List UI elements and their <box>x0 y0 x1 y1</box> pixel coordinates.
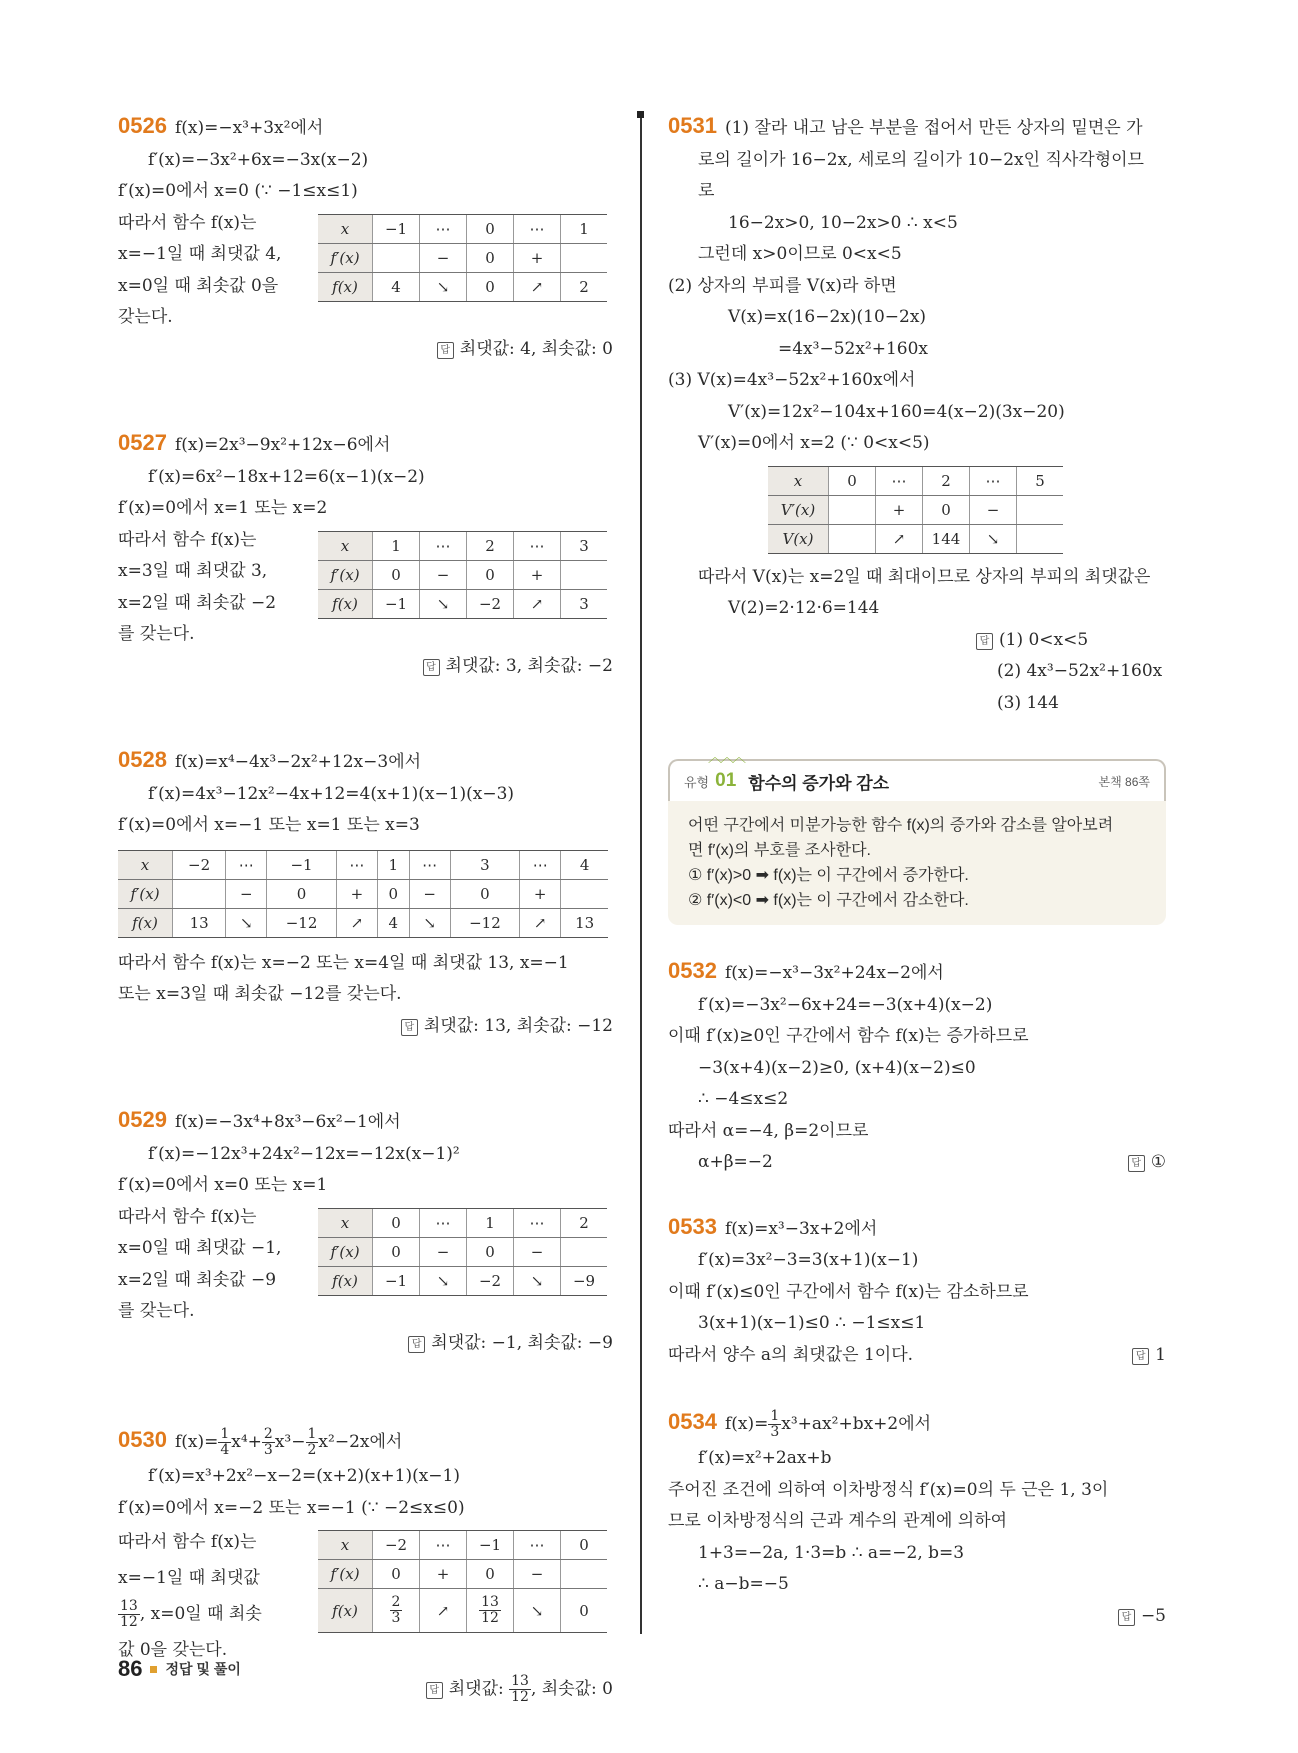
answer-line <box>118 1328 613 1360</box>
table-cell: ⋯ <box>420 214 467 243</box>
denominator: 3 <box>770 1424 780 1440</box>
table-cell: ⋯ <box>336 850 377 879</box>
equation-part: x⁴+ <box>231 1432 262 1452</box>
table-cell: x <box>318 1208 373 1237</box>
table-cell: + <box>420 1560 467 1589</box>
footer-label: 정답 및 풀이 <box>165 1661 241 1677</box>
answer-icon: 답 <box>423 659 440 676</box>
numerator: 1 <box>770 1408 780 1424</box>
text-line: 따라서 함수 f(x)는 x=−2 또는 x=4일 때 최댓값 13, x=−1 <box>118 952 569 973</box>
table-cell: ↗ <box>336 908 377 937</box>
table-cell: ⋯ <box>514 1208 561 1237</box>
answer-text: −5 <box>1140 1605 1166 1626</box>
concept-box-body <box>668 801 1166 925</box>
equation: f(x)=x⁴−4x³−2x²+12x−3에서 <box>174 752 422 772</box>
table-cell: f(x) <box>318 589 373 618</box>
table-cell: ⋯ <box>409 850 450 879</box>
equation: f(x)=2x³−9x²+12x−6에서 <box>174 435 391 455</box>
table-cell: ↘ <box>970 524 1017 553</box>
text-line: , x=0일 때 최솟 <box>139 1604 262 1624</box>
table-cell: 0 <box>467 560 514 589</box>
variation-table <box>768 466 1063 554</box>
text-line: 따라서 α=−4, β=2이므로 <box>668 1120 869 1141</box>
text-line: x=2일 때 최솟값 −9 <box>118 1269 277 1290</box>
table-cell: f(x) <box>318 1589 373 1633</box>
equation: f′(x)=0에서 x=0 또는 x=1 <box>118 1175 328 1195</box>
equation: f′(x)=−12x³+24x²−12x=−12x(x−1)² <box>148 1143 460 1164</box>
table-cell: 0 <box>450 879 520 908</box>
numerator: 2 <box>263 1426 273 1442</box>
answer-icon: 답 <box>1132 1348 1149 1365</box>
table-cell: ⋯ <box>420 1531 467 1560</box>
equation: −3(x+4)(x−2)≥0, (x+4)(x−2)≤0 <box>698 1057 976 1078</box>
left-column <box>118 110 613 1706</box>
table-cell: ↘ <box>514 1589 561 1633</box>
table-cell: 4 <box>561 850 608 879</box>
equation: f′(x)=0에서 x=−2 또는 x=−1 (∵ −2≤x≤0) <box>118 1497 465 1518</box>
equation-part: x³+ax²+bx+2에서 <box>781 1414 932 1434</box>
text-line: 따라서 V(x)는 x=2일 때 최대이므로 상자의 부피의 최댓값은 <box>698 566 1151 587</box>
variation-table <box>318 1208 607 1296</box>
equation: f′(x)=−3x²−6x+24=−3(x+4)(x−2) <box>698 994 993 1015</box>
answer-text: 최댓값: 3, 최솟값: −2 <box>445 655 613 676</box>
table-cell: 4 <box>373 272 420 301</box>
answer-text: 최댓값: −1, 최솟값: −9 <box>431 1332 613 1353</box>
concept-box <box>668 750 1166 925</box>
page-reference: 본책 86쪽 <box>1098 774 1150 789</box>
equation: =4x³−52x²+160x <box>778 338 929 359</box>
table-cell: 3 <box>450 850 520 879</box>
table-cell: − <box>514 1237 561 1266</box>
page-footer <box>118 1656 241 1682</box>
text-line: (3) V(x)=4x³−52x²+160x에서 <box>668 370 916 390</box>
table-cell: f(x) <box>318 1266 373 1295</box>
table-cell: 0 <box>467 243 514 272</box>
text-line: 를 갖는다. <box>118 1301 195 1321</box>
table-cell: 0 <box>923 495 970 524</box>
answer-icon: 답 <box>1118 1609 1135 1626</box>
denominator: 3 <box>263 1442 273 1458</box>
table-cell: − <box>226 879 267 908</box>
table-cell: 0 <box>467 1237 514 1266</box>
problem-0526 <box>118 110 613 365</box>
text-line: 므로 이차방정식의 근과 계수의 관계에 의하여 <box>668 1511 1008 1531</box>
problem-0527 <box>118 427 613 682</box>
equation: V′(x)=12x²−104x+160=4(x−2)(3x−20) <box>728 401 1065 422</box>
problem-0533 <box>668 1211 1166 1372</box>
table-cell: x <box>318 1531 373 1560</box>
equation: 1+3=−2a, 1·3=b ∴ a=−2, b=3 <box>698 1542 965 1563</box>
text-line: 갖는다. <box>118 307 173 327</box>
table-cell <box>1017 524 1064 553</box>
answer-text: (2) 4x³−52x²+160x <box>997 661 1163 681</box>
fraction <box>218 1427 231 1458</box>
problem-0534 <box>668 1403 1166 1632</box>
column-divider <box>640 112 642 1634</box>
table-cell: + <box>876 495 923 524</box>
problem-0531 <box>668 110 1166 719</box>
table-cell: ↘ <box>226 908 267 937</box>
equation: f(x)=−x³−3x²+24x−2에서 <box>724 963 944 983</box>
equation: f(x)=−3x⁴+8x³−6x²−1에서 <box>174 1112 401 1132</box>
problem-0528 <box>118 744 613 1042</box>
denominator: 12 <box>511 1689 529 1705</box>
type-number: 01 <box>715 770 737 791</box>
fraction: $\frac{2}{3}$ <box>391 1594 401 1626</box>
table-cell: −2 <box>467 1266 514 1295</box>
table-cell: 0 <box>373 560 420 589</box>
table-cell: 2 <box>561 272 608 301</box>
problem-number: 0531 <box>668 113 717 138</box>
equation: f′(x)=6x²−18x+12=6(x−1)(x−2) <box>148 466 425 487</box>
table-cell: x <box>118 850 173 879</box>
fraction <box>118 1599 140 1630</box>
right-column <box>668 110 1166 1632</box>
fraction <box>262 1427 275 1458</box>
answer-text: (1) 0<x<5 <box>999 629 1089 650</box>
table-cell: −2 <box>173 850 226 879</box>
text-line: x=0일 때 최솟값 0을 <box>118 275 279 296</box>
table-cell: ↘ <box>420 272 467 301</box>
table-cell: 1 <box>377 850 409 879</box>
table-cell: 1 <box>467 1208 514 1237</box>
table-cell: 1 <box>561 214 608 243</box>
table-cell: 0 <box>561 1589 608 1633</box>
answer-icon: 답 <box>1128 1155 1145 1172</box>
equation: f′(x)=4x³−12x²−4x+12=4(x+1)(x−1)(x−3) <box>148 783 515 804</box>
answer-text: 최댓값: 4, 최솟값: 0 <box>459 338 613 359</box>
equation: f′(x)=3x²−3=3(x+1)(x−1) <box>698 1250 919 1270</box>
table-cell: ⋯ <box>514 531 561 560</box>
problem-number: 0529 <box>118 1107 167 1132</box>
table-cell: ↗ <box>514 272 561 301</box>
table-cell: V′(x) <box>768 495 829 524</box>
table-cell <box>173 879 226 908</box>
table-cell: ⋯ <box>226 850 267 879</box>
variation-table <box>318 531 607 619</box>
table-cell: ↗ <box>520 908 561 937</box>
table-cell <box>561 1560 608 1589</box>
equation: V(x)=x(16−2x)(10−2x) <box>728 307 927 327</box>
table-cell: f(x) <box>318 272 373 301</box>
table-cell: 2 <box>923 466 970 495</box>
answer-line <box>1132 1340 1166 1372</box>
table-cell: ⋯ <box>514 214 561 243</box>
table-cell: x <box>318 214 373 243</box>
answer-icon: 답 <box>426 1682 443 1699</box>
text-line: x=3일 때 최댓값 3, <box>118 561 268 581</box>
text-line: 또는 x=3일 때 최솟값 −12를 갖는다. <box>118 984 402 1004</box>
problem-0529 <box>118 1104 613 1359</box>
table-cell: + <box>520 879 561 908</box>
equation: ∴ a−b=−5 <box>698 1574 789 1594</box>
text-line: 따라서 양수 a의 최댓값은 1이다. <box>668 1344 914 1365</box>
table-cell: − <box>420 243 467 272</box>
text-line: x=−1일 때 최댓값 4, <box>118 244 282 264</box>
answer-icon: 답 <box>401 1019 418 1036</box>
table-cell: 0 <box>561 1531 608 1560</box>
answer-line <box>668 1601 1166 1633</box>
table-cell: ↘ <box>420 1266 467 1295</box>
variation-table <box>318 214 607 302</box>
table-cell: + <box>336 879 377 908</box>
table-cell: 13 <box>561 908 608 937</box>
text-line: (1) 잘라 내고 남은 부분을 접어서 만든 상자의 밑면은 가 <box>724 118 1143 138</box>
text-line: 로의 길이가 16−2x, 세로의 길이가 10−2x인 직사각형이므 <box>698 149 1144 170</box>
table-cell: 0 <box>467 214 514 243</box>
text-line: 이때 f′(x)≤0인 구간에서 함수 f(x)는 감소하므로 <box>668 1281 1029 1302</box>
answer-line <box>118 1011 613 1043</box>
answer-text: ① <box>1150 1152 1166 1172</box>
page-number: 86 <box>118 1656 143 1681</box>
table-cell: V(x) <box>768 524 829 553</box>
equation-part: x²−2x에서 <box>318 1432 403 1452</box>
table-cell: −2 <box>373 1531 420 1560</box>
table-cell <box>561 1237 608 1266</box>
table-cell: −12 <box>450 908 520 937</box>
equation: V′(x)=0에서 x=2 (∵ 0<x<5) <box>698 433 930 453</box>
table-cell: 2 <box>467 531 514 560</box>
problem-number: 0528 <box>118 747 167 772</box>
numerator: 1 <box>307 1426 317 1442</box>
problem-number: 0534 <box>668 1409 717 1434</box>
numerator: 13 <box>511 1673 529 1689</box>
text-line: x=2일 때 최솟값 −2 <box>118 592 277 613</box>
variation-table <box>118 850 608 938</box>
table-cell: 2 <box>561 1208 608 1237</box>
table-cell: 13 <box>173 908 226 937</box>
footer-bullet <box>150 1666 157 1673</box>
table-cell: −1 <box>373 1266 420 1295</box>
fraction <box>306 1427 319 1458</box>
problem-number: 0526 <box>118 113 167 138</box>
table-cell: 0 <box>467 1560 514 1589</box>
table-cell: 0 <box>377 879 409 908</box>
table-cell: ⋯ <box>420 1208 467 1237</box>
numerator: 13 <box>120 1598 138 1614</box>
equation: α+β=−2 <box>698 1152 773 1172</box>
text-line: x=−1일 때 최댓값 <box>118 1568 260 1588</box>
answer-block <box>668 625 1166 720</box>
fraction: $\frac{13}{12}$ <box>481 1594 499 1626</box>
table-cell: 3 <box>561 531 608 560</box>
table-cell: 0 <box>467 272 514 301</box>
text-line: 따라서 함수 f(x)는 <box>118 212 257 233</box>
table-cell <box>829 524 876 553</box>
answer-text: 최댓값: 13, 최솟값: −12 <box>423 1015 613 1036</box>
equation: f′(x)=0에서 x=−1 또는 x=1 또는 x=3 <box>118 815 420 835</box>
type-tag: 유형 <box>684 774 710 790</box>
denominator: 12 <box>120 1614 138 1630</box>
table-cell: 0 <box>829 466 876 495</box>
problem-number: 0527 <box>118 430 167 455</box>
equation: f(x)=x³−3x+2에서 <box>724 1218 878 1239</box>
table-cell: ↘ <box>514 1266 561 1295</box>
table-cell: 1 <box>373 531 420 560</box>
equation: ∴ −4≤x≤2 <box>698 1089 789 1109</box>
result-line <box>668 1147 1166 1179</box>
problem-number: 0533 <box>668 1213 717 1239</box>
table-cell: f′(x) <box>318 243 373 272</box>
equation: f′(x)=x²+2ax+b <box>698 1448 832 1468</box>
table-cell: x <box>318 531 373 560</box>
table-cell: − <box>420 560 467 589</box>
table-cell: −9 <box>561 1266 608 1295</box>
table-cell: ⋯ <box>514 1531 561 1560</box>
table-cell <box>1017 495 1064 524</box>
answer-line <box>1128 1147 1166 1179</box>
table-cell: ⋯ <box>420 531 467 560</box>
equation: V(2)=2·12·6=144 <box>728 598 880 618</box>
variation-table <box>318 1530 607 1633</box>
concept-line: 면 f′(x)의 부호를 조사한다. <box>688 842 871 859</box>
table-cell: 0 <box>373 1237 420 1266</box>
text-line: 그런데 x>0이므로 0<x<5 <box>698 244 902 264</box>
table-cell: 0 <box>373 1208 420 1237</box>
table-cell <box>467 1589 514 1633</box>
table-cell: 144 <box>923 524 970 553</box>
concept-line: ① f′(x)>0 ➡ f(x)는 이 구간에서 증가한다. <box>688 867 969 884</box>
table-cell: ⋯ <box>520 850 561 879</box>
equation-part: f(x)= <box>724 1414 769 1434</box>
table-cell: ⋯ <box>876 466 923 495</box>
table-cell <box>561 560 608 589</box>
table-cell: f′(x) <box>318 560 373 589</box>
answer-text: (3) 144 <box>997 692 1059 713</box>
table-cell: − <box>970 495 1017 524</box>
table-cell <box>561 879 608 908</box>
equation: f′(x)=x³+2x²−x−2=(x+2)(x+1)(x−1) <box>148 1466 460 1486</box>
text-line: 로 <box>698 181 715 201</box>
table-cell: 0 <box>373 1560 420 1589</box>
denominator: 4 <box>220 1442 230 1458</box>
table-cell: f′(x) <box>118 879 173 908</box>
text-line: 값 0을 갖는다. <box>118 1640 228 1660</box>
answer-text: 최댓값: <box>448 1679 510 1699</box>
answer-icon: 답 <box>437 342 454 359</box>
numerator: 1 <box>220 1426 230 1442</box>
text-line: (2) 상자의 부피를 V(x)라 하면 <box>668 275 897 296</box>
table-cell: ⋯ <box>970 466 1017 495</box>
table-cell: −1 <box>267 850 337 879</box>
table-cell: 4 <box>377 908 409 937</box>
text-line: 이때 f′(x)≥0인 구간에서 함수 f(x)는 증가하므로 <box>668 1026 1029 1046</box>
equation: 3(x+1)(x−1)≤0 ∴ −1≤x≤1 <box>698 1313 926 1333</box>
text-line: 따라서 함수 f(x)는 <box>118 1532 257 1552</box>
answer-icon: 답 <box>976 633 993 650</box>
concept-line: ② f′(x)<0 ➡ f(x)는 이 구간에서 감소한다. <box>688 892 969 909</box>
table-cell: 5 <box>1017 466 1064 495</box>
divider-marker <box>637 111 644 118</box>
text-line: x=0일 때 최댓값 −1, <box>118 1238 282 1258</box>
fraction <box>768 1409 781 1440</box>
concept-title: 함수의 증가와 감소 <box>748 773 890 793</box>
table-cell: ↗ <box>514 589 561 618</box>
text-line: 주어진 조건에 의하여 이차방정식 f′(x)=0의 두 근은 1, 3이 <box>668 1479 1109 1500</box>
table-cell: 0 <box>267 879 337 908</box>
table-cell: − <box>420 1237 467 1266</box>
text-line: 를 갖는다. <box>118 624 195 644</box>
answer-line <box>118 334 613 366</box>
table-cell: ↘ <box>420 589 467 618</box>
zigzag-decoration: ︿︿︿ <box>708 750 744 766</box>
answer-line <box>118 651 613 683</box>
equation: f′(x)=0에서 x=0 (∵ −1≤x≤1) <box>118 181 358 201</box>
answer-text: 1 <box>1155 1344 1166 1365</box>
result-line <box>668 1340 1166 1372</box>
table-cell: −1 <box>373 214 420 243</box>
table-cell <box>561 243 608 272</box>
text-line: 따라서 함수 f(x)는 <box>118 529 257 550</box>
table-cell <box>373 243 420 272</box>
table-cell <box>829 495 876 524</box>
table-cell: ↘ <box>409 908 450 937</box>
equation: f′(x)=0에서 x=1 또는 x=2 <box>118 498 328 518</box>
problem-number: 0532 <box>668 958 717 983</box>
fraction <box>509 1674 531 1705</box>
answer-text: , 최솟값: 0 <box>530 1679 613 1699</box>
table-cell: + <box>514 560 561 589</box>
table-cell: f′(x) <box>318 1560 373 1589</box>
table-cell <box>373 1589 420 1633</box>
text-line: 따라서 함수 f(x)는 <box>118 1206 257 1227</box>
table-cell: ↗ <box>876 524 923 553</box>
denominator: 2 <box>307 1442 317 1458</box>
table-cell: −1 <box>373 589 420 618</box>
table-cell: + <box>514 243 561 272</box>
table-cell: −1 <box>467 1531 514 1560</box>
problem-number: 0530 <box>118 1427 167 1452</box>
equation: f(x)=−x³+3x²에서 <box>174 118 324 138</box>
equation-part: x³− <box>274 1432 306 1452</box>
table-cell: − <box>409 879 450 908</box>
equation-part: f(x)= <box>174 1432 219 1452</box>
table-cell: −12 <box>267 908 337 937</box>
problem-0532 <box>668 955 1166 1179</box>
equation: 16−2x>0, 10−2x>0 ∴ x<5 <box>728 212 958 233</box>
table-cell: x <box>768 466 829 495</box>
table-cell: ↗ <box>420 1589 467 1633</box>
table-cell: 3 <box>561 589 608 618</box>
concept-line: 어떤 구간에서 미분가능한 함수 f(x)의 증가와 감소를 알아보려 <box>688 817 1114 834</box>
table-cell: f′(x) <box>318 1237 373 1266</box>
table-cell: −2 <box>467 589 514 618</box>
answer-icon: 답 <box>408 1336 425 1353</box>
table-cell: − <box>514 1560 561 1589</box>
equation: f′(x)=−3x²+6x=−3x(x−2) <box>148 149 369 170</box>
table-cell: f(x) <box>118 908 173 937</box>
